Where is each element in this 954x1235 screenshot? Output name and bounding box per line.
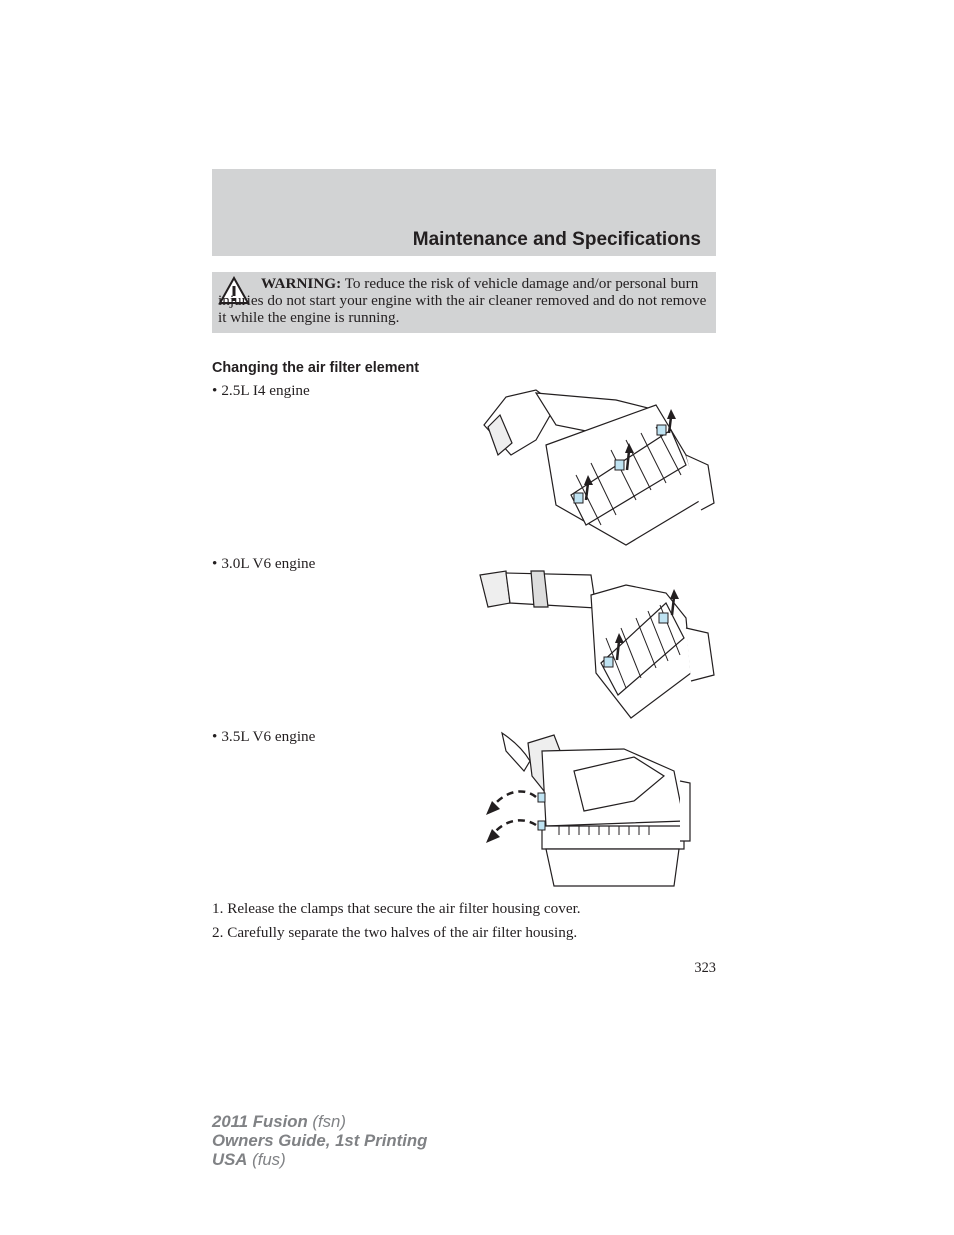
footer-model-code: (fsn)	[307, 1112, 346, 1131]
page-number: 323	[694, 960, 716, 976]
footer-line-2: Owners Guide, 1st Printing	[212, 1131, 428, 1150]
engine-label: 3.0L V6 engine	[221, 555, 316, 572]
bullet: •	[212, 555, 218, 572]
air-filter-illustration-3-0l	[476, 563, 718, 721]
footer-line-1	[212, 1112, 427, 1131]
step-1: 1. Release the clamps that secure the air filter housing cover.	[212, 900, 581, 917]
footer-imprint	[212, 1112, 427, 1169]
engine-item-2-5l	[212, 382, 310, 400]
warning-label: WARNING:	[261, 275, 342, 292]
warning-text	[218, 275, 710, 326]
section-heading: Changing the air filter element	[212, 360, 420, 376]
air-filter-illustration-2-5l	[476, 385, 718, 550]
section-title: Maintenance and Specifications	[412, 229, 701, 250]
footer-market: USA	[212, 1150, 248, 1169]
footer-market-code: (fus)	[247, 1150, 286, 1169]
footer-line-3	[212, 1150, 427, 1169]
figure-2-5l-air-filter	[476, 385, 718, 550]
section-header-band	[212, 169, 716, 256]
engine-item-3-5l	[212, 728, 315, 746]
bullet: •	[212, 728, 218, 745]
bullet: •	[212, 382, 218, 399]
air-filter-illustration-3-5l	[484, 731, 700, 889]
engine-item-3-0l	[212, 555, 315, 573]
warning-box	[212, 272, 716, 333]
warning-body: To reduce the risk of vehicle damage and/or personal burn injuries do not start your engine with the air cleaner removed and do not remove it while the engine is running.	[218, 275, 707, 326]
figure-3-0l-air-filter	[476, 563, 718, 721]
step-2: 2. Carefully separate the two halves of the air filter housing.	[212, 924, 578, 941]
engine-label: 3.5L V6 engine	[221, 728, 316, 745]
footer-model: 2011 Fusion	[212, 1112, 308, 1131]
figure-3-5l-air-filter	[484, 731, 700, 889]
engine-label: 2.5L I4 engine	[221, 382, 310, 399]
